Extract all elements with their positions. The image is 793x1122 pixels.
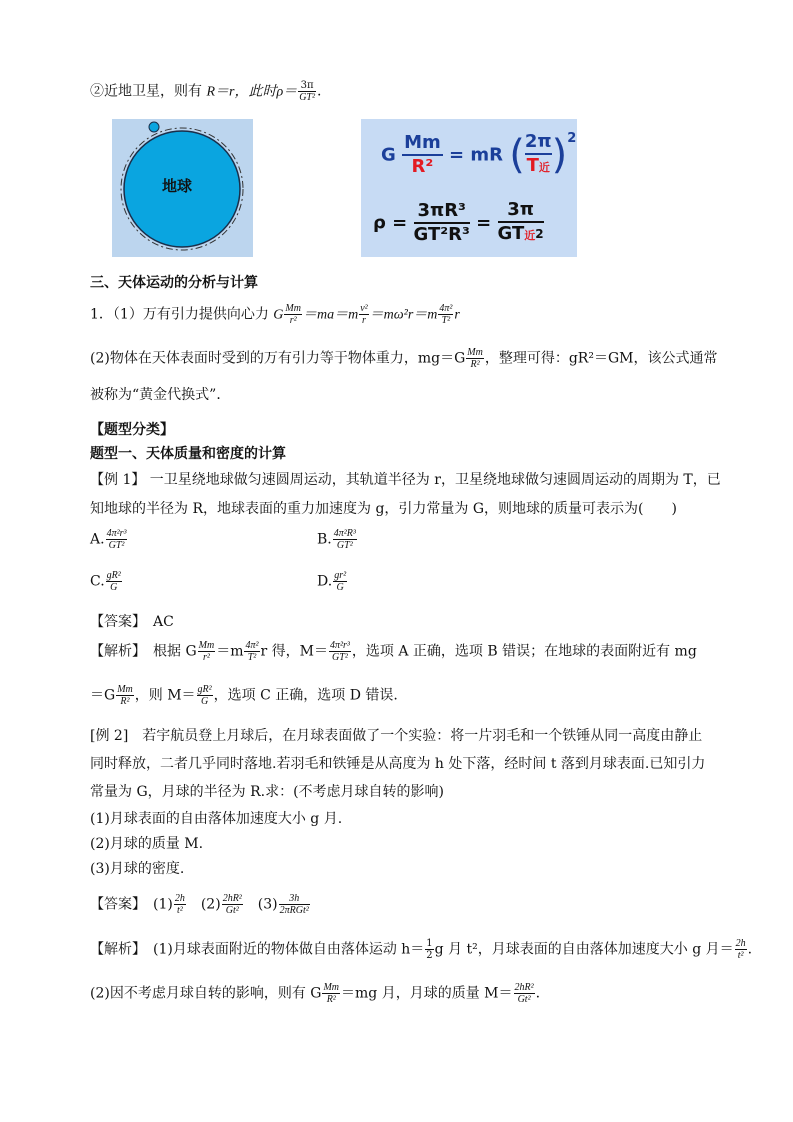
earth-label: 地球	[162, 177, 193, 195]
ex2-sub-2: (2)月球的质量 M.	[90, 836, 204, 852]
ex1-question-2: 知地球的半径为 R，地球表面的重力加速度为 g，引力常量为 G，则地球的质量可表示为( )	[90, 501, 677, 517]
ex2-answer: 【答案】 (1) $\frac{2h}{\text{t²}}$ (2) $\frac{\text{2hR²}}{\text{Gt²}}$ (3) $\frac{3h}{\text{2πRGt²}}$	[90, 893, 309, 916]
formula-gravity: G $\frac{Mm}{\text{R²}}$ = mR ( 2π T近 )$^2$	[381, 131, 577, 178]
formula-box	[361, 119, 577, 257]
ex2-sub-3: (3)月球的密度.	[90, 861, 185, 877]
ex2-sub-1: (1)月球表面的自由落体加速度大小 g 月.	[90, 811, 343, 827]
near-earth-line: ②近地卫星，则有 R＝r，此时ρ＝ $\frac{3\pi}{\text{GT²}}$ .	[90, 80, 322, 103]
item-2-cont: 被称为“黄金代换式”．	[90, 387, 231, 403]
type-class-heading: 【题型分类】	[90, 422, 174, 438]
item-2: (2)物体在天体表面时受到的万有引力等于物体重力，mg＝G $\frac{Mm}{\text{R²}}$ ，整理可得：gR²＝GM，该公式通常	[90, 347, 718, 370]
ex2-question-1: [例 2] 若宇航员登上月球后，在月球表面做了一个实验：将一片羽毛和一个铁锤从同一高度由静止	[90, 728, 703, 744]
formula-density: ρ = $\frac{\text{3πR³}}{\text{GT²R³}}$ = 3π GT近$^2$	[373, 199, 544, 245]
ex2-question-2: 同时释放，二者几乎同时落地.若羽毛和铁锤是从高度为 h 处下落，经时间 t 落到月球表面.已知引力	[90, 756, 706, 772]
ex1-analysis-2: ＝G $\frac{Mm}{\text{R²}}$ ，则 M＝ $\frac{\text{gR²}}{G}$ ，选项 C 正确，选项 D 错误.	[90, 684, 398, 707]
option-c: C. $\frac{\text{gR²}}{G}$	[90, 570, 121, 593]
section-title: 三、天体运动的分析与计算	[90, 275, 258, 291]
ex1-answer: 【答案】 AC	[90, 614, 174, 630]
item-1: 1．（1）万有引力提供向心力 G $\frac{Mm}{\text{r²}}$ ＝ma＝m $\frac{\text{v²}}{r}$ ＝mω²r＝m $\frac{\text{4π²}}{\text{T²}}$ r	[90, 303, 460, 326]
ex1-analysis-1: 【解析】 根据 G $\frac{Mm}{\text{r²}}$ ＝m $\frac{\text{4π²}}{\text{T²}}$ r 得，M＝ $\frac{\text{4π²r³}}{\text{GT²}}$ ，选项 A 正确，选项 B 错误；在地球的表面附近有 mg	[90, 640, 697, 663]
option-d: D. $\frac{\text{gr²}}{G}$	[317, 570, 347, 593]
earth-figure	[112, 119, 253, 257]
ex1-question-1: 【例 1】 一卫星绕地球做匀速圆周运动，其轨道半径为 r，卫星绕地球做匀速圆周运动的周期为 T，已	[90, 472, 721, 488]
ex2-analysis-1: 【解析】 (1)月球表面附近的物体做自由落体运动 h＝ $\frac{1}{2}$ g 月 t²，月球表面的自由落体加速度大小 g 月＝ $\frac{2h}{\text{t²}}$ .	[90, 938, 753, 961]
ex2-analysis-2: (2)因不考虑月球自转的影响，则有 G $\frac{Mm}{\text{R²}}$ ＝mg 月，月球的质量 M＝ $\frac{\text{2hR²}}{\text{Gt²}}$ .	[90, 982, 541, 1005]
option-a: A. $\frac{\text{4π²r³}}{\text{GT²}}$	[90, 528, 127, 551]
option-b: B. $\frac{\text{4π²R³}}{\text{GT²}}$	[317, 528, 356, 551]
ex2-question-3: 常量为 G，月球的半径为 R.求：(不考虑月球自转的影响)	[90, 784, 444, 800]
type-1-title: 题型一、天体质量和密度的计算	[90, 446, 286, 462]
